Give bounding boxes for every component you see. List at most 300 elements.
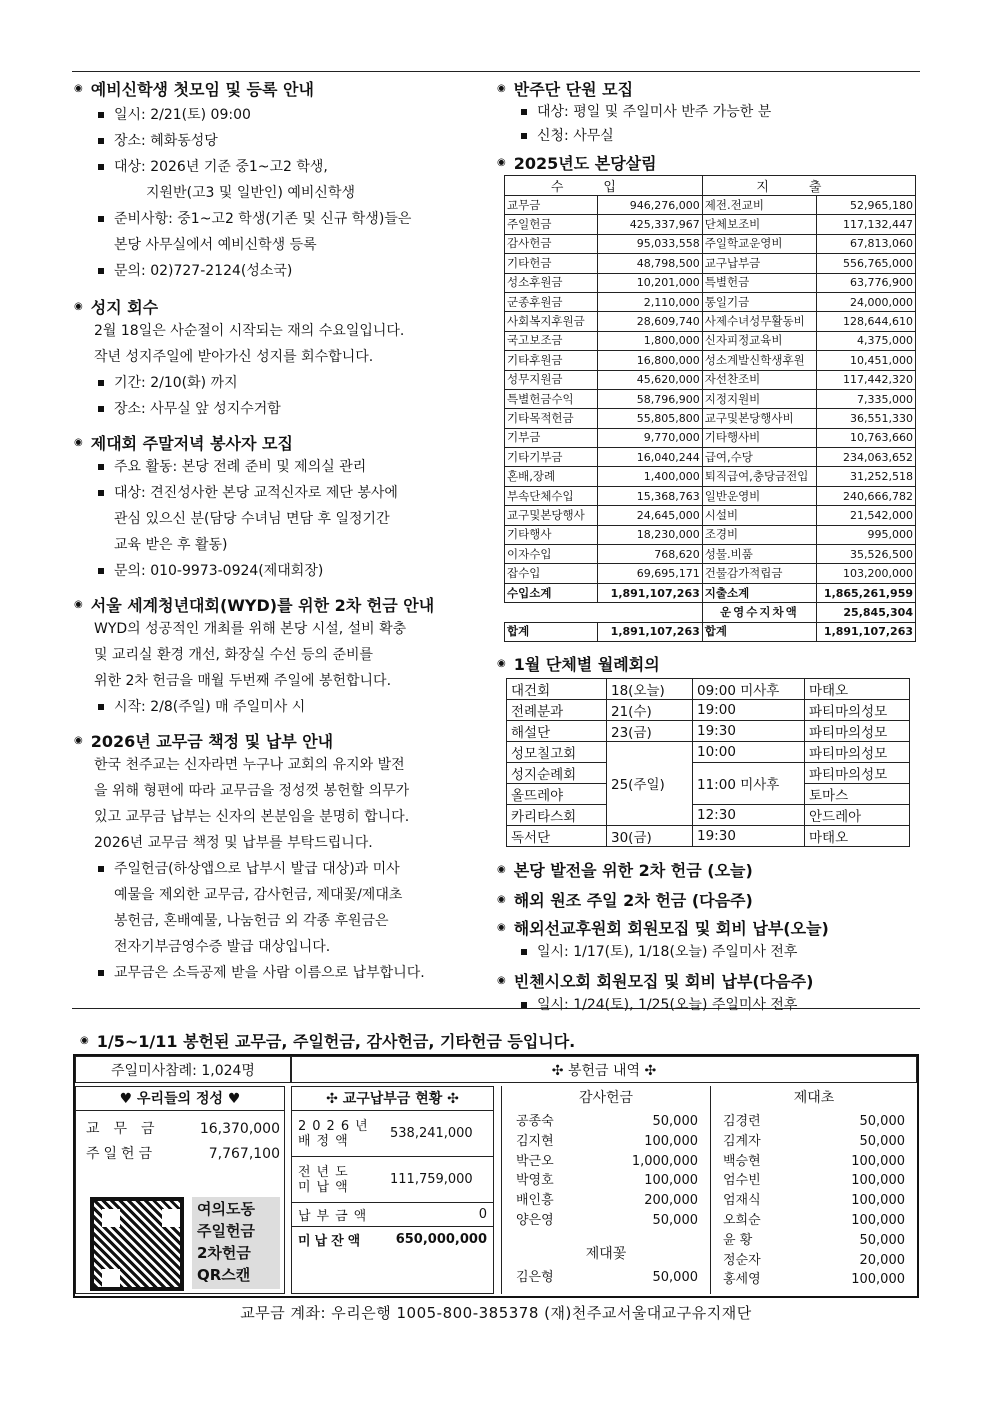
budget-table: [504, 175, 916, 642]
notice-text: 해외 원조 주일 2차 헌금 (다음주): [513, 891, 753, 911]
donor-amount: 100,000: [851, 1272, 905, 1288]
donor-row: [516, 1211, 698, 1231]
item-text: 본당 사무실에서 예비신학생 등록: [114, 237, 317, 253]
qr-caption-line: QR스캔: [197, 1266, 251, 1284]
meeting-time: 10:00: [693, 741, 805, 762]
meeting-row: [507, 678, 910, 699]
diocese-row: [292, 1203, 493, 1227]
square-bullet-icon: [98, 464, 104, 470]
donor-row: [516, 1171, 698, 1191]
expense-value: 117,442,320: [817, 370, 916, 389]
paragraph-line: 작년 성지주일에 받아가신 성지를 회수합니다.: [94, 349, 374, 365]
item-text: 대상: 견진성사한 본당 교적신자로 제단 봉사에: [114, 485, 398, 501]
meetings-table: [506, 678, 910, 847]
item-text: 일시: 1/24(토), 1/25(오늘) 주일미사 전후: [537, 996, 798, 1013]
left-column: [74, 76, 494, 986]
meeting-place: 파티마의성모: [805, 699, 910, 720]
section-title: [497, 76, 917, 100]
income-value: 48,798,500: [597, 254, 702, 273]
income-value: 28,609,740: [597, 312, 702, 331]
candle-list: [711, 1110, 917, 1290]
expense-label: 일반운영비: [702, 486, 816, 505]
expense-value: 10,763,660: [817, 428, 916, 447]
hearts-panel: [75, 1086, 285, 1294]
income-subtotal-value: 1,891,107,263: [597, 583, 702, 602]
income-subtotal-label: 수입소계: [505, 583, 598, 602]
donor-amount: 20,000: [859, 1252, 905, 1268]
list-item: [74, 154, 494, 180]
group-name: 성지순례회: [507, 762, 607, 783]
empty-cell: [505, 603, 703, 622]
meeting-place: 파티마의성모: [805, 720, 910, 741]
notice-text: 빈첸시오회 회원모집 및 회비 납부(다음주): [513, 972, 814, 992]
account-footer: 교무금 계좌: 우리은행 1005-800-385378 (재)천주교서울대교구유지재단: [240, 1304, 752, 1322]
bullet-icon: ◉: [74, 82, 83, 94]
income-label: 이자수입: [505, 545, 598, 564]
donor-amount: 50,000: [652, 1269, 698, 1285]
list-item: [74, 694, 494, 720]
section-title: [497, 652, 917, 676]
candle-panel: [711, 1086, 917, 1294]
meeting-time: 19:00: [693, 699, 805, 720]
notice-title: [497, 885, 917, 915]
paragraph-line: 2월 18일은 사순절이 시작되는 재의 수요일입니다.: [94, 323, 405, 339]
meeting-date: 18(오늘): [607, 678, 693, 699]
item-text: 관심 있으신 분(담당 수녀님 면담 후 일정기간: [114, 511, 390, 527]
meeting-time: 11:00 미사후: [693, 762, 805, 804]
donor-row: [723, 1191, 905, 1211]
item-text: 신청: 사무실: [537, 128, 614, 144]
donor-row: [516, 1268, 698, 1288]
square-bullet-icon: [521, 133, 527, 139]
meeting-time: 19:30: [693, 825, 805, 846]
list-item: [74, 128, 494, 154]
list-item: [74, 370, 494, 396]
donor-name: 배인흥: [516, 1193, 554, 1209]
section-title-text: 반주단 단원 모집: [513, 79, 634, 99]
square-bullet-icon: [521, 949, 527, 955]
meeting-place: 토마스: [805, 783, 910, 804]
income-value: 24,645,000: [597, 506, 702, 525]
income-value: 45,620,000: [597, 370, 702, 389]
meeting-date: 25(주일): [607, 741, 693, 825]
income-label: 기타행사: [505, 525, 598, 544]
income-value: 18,230,000: [597, 525, 702, 544]
expense-label: 퇴직급여,충당금전입: [702, 467, 816, 486]
income-label: 기타목적헌금: [505, 409, 598, 428]
expense-label: 시설비: [702, 506, 816, 525]
donor-amount: 50,000: [859, 1133, 905, 1149]
expense-subtotal-label: 지출소계: [702, 583, 816, 602]
expense-label: 교구납부금: [702, 254, 816, 273]
expense-value: 63,776,900: [817, 273, 916, 292]
section-title: [74, 728, 494, 752]
flower-list: [502, 1265, 710, 1288]
offering-panel: [73, 1054, 919, 1298]
meeting-place: 파티마의성모: [805, 741, 910, 762]
meeting-time: 19:30: [693, 720, 805, 741]
meeting-place: 파티마의성모: [805, 762, 910, 783]
income-value: 55,805,800: [597, 409, 702, 428]
expense-label: 주일학교운영비: [702, 234, 816, 253]
donor-row: [723, 1132, 905, 1152]
item-text: 문의: 010-9973-0924(제대회장): [114, 563, 324, 579]
donor-row: [723, 1270, 905, 1290]
offering-title: [80, 1028, 575, 1052]
expense-label: 기타행사비: [702, 428, 816, 447]
square-bullet-icon: [98, 112, 104, 118]
qr-code: [90, 1197, 184, 1291]
expense-value: 128,644,610: [817, 312, 916, 331]
income-value: 946,276,000: [597, 196, 702, 215]
bullet-icon: ◉: [80, 1034, 89, 1046]
diocese-row: [292, 1111, 493, 1157]
donor-row: [723, 1231, 905, 1251]
expense-value: 117,132,447: [817, 215, 916, 234]
qr-caption-line: 2차헌금: [197, 1244, 251, 1262]
diff-label: 운영수지차액: [702, 603, 816, 622]
expense-value: 234,063,652: [817, 448, 916, 467]
expense-label: 자선찬조비: [702, 370, 816, 389]
budget-row: [505, 312, 916, 331]
bullet-icon: ◉: [74, 300, 83, 312]
bullet-icon: ◉: [497, 864, 506, 876]
gift-label: 교무금: [86, 1121, 169, 1137]
item-text: 주요 활동: 본당 전례 준비 및 제의실 관리: [114, 459, 367, 475]
budget-row: [505, 234, 916, 253]
donor-amount: 50,000: [859, 1114, 905, 1129]
list-item: [74, 206, 494, 232]
paragraph-line: 위한 2차 헌금을 매월 두번째 주일에 봉헌합니다.: [94, 673, 392, 689]
list-item: [74, 856, 494, 882]
meeting-place: 안드레아: [805, 804, 910, 825]
bullet-icon: ◉: [497, 82, 506, 94]
section-title-text: 2025년도 본당살림: [513, 153, 657, 173]
expense-value: 36,551,330: [817, 409, 916, 428]
section-title-text: 서울 세계청년대회(WYD)를 위한 2차 헌금 안내: [90, 595, 435, 615]
budget-row: [505, 370, 916, 389]
square-bullet-icon: [98, 164, 104, 170]
expense-label: 조경비: [702, 525, 816, 544]
square-bullet-icon: [98, 406, 104, 412]
bullet-icon: ◉: [497, 156, 506, 168]
list-item: [74, 396, 494, 422]
group-name: 카리타스회: [507, 804, 607, 825]
donor-name: 윤 황: [723, 1232, 753, 1248]
budget-row: [505, 351, 916, 370]
diff-value: 25,845,304: [817, 603, 916, 622]
square-bullet-icon: [98, 970, 104, 976]
list-item: [74, 102, 494, 128]
income-label: 주일헌금: [505, 215, 598, 234]
section-title-text: 2026년 교무금 책정 및 납부 안내: [90, 731, 334, 751]
item-text: 기간: 2/10(화) 까지: [114, 375, 238, 391]
list-item: [497, 941, 917, 963]
meeting-time: 12:30: [693, 804, 805, 825]
section-title: [74, 76, 494, 100]
income-value: 10,201,000: [597, 273, 702, 292]
diocese-row: [292, 1227, 493, 1251]
expense-label: 성소계발신학생후원: [702, 351, 816, 370]
group-name: 해설단: [507, 720, 607, 741]
donor-name: 박근오: [516, 1153, 554, 1169]
income-label: 사회복지후원금: [505, 312, 598, 331]
expense-label: 특별헌금: [702, 273, 816, 292]
gift-value: 16,370,000: [199, 1121, 280, 1137]
income-value: 16,800,000: [597, 351, 702, 370]
qr-caption: [192, 1197, 280, 1289]
budget-subtotal-row: [505, 583, 916, 602]
expense-label: 건물감가적립금: [702, 564, 816, 583]
donor-name: 홍세영: [723, 1272, 761, 1288]
square-bullet-icon: [98, 568, 104, 574]
paragraph-line: 을 위해 형편에 따라 교무금을 정성껏 봉헌할 의무가: [94, 783, 410, 799]
donor-name: 공종숙: [516, 1114, 554, 1129]
donor-amount: 200,000: [644, 1193, 698, 1209]
expense-label: 신자피정교육비: [702, 331, 816, 350]
item-text: 문의: 02)727-2124(성소국): [114, 263, 293, 279]
income-header: 수입: [505, 176, 703, 196]
square-bullet-icon: [98, 490, 104, 496]
qr-caption-line: 여의도동: [197, 1200, 255, 1218]
donor-name: 오희순: [723, 1212, 761, 1228]
income-value: 15,368,763: [597, 486, 702, 505]
donor-row: [723, 1251, 905, 1271]
item-text: 장소: 사무실 앞 성지수거함: [114, 401, 281, 417]
budget-row: [505, 525, 916, 544]
budget-row: [505, 486, 916, 505]
donor-row: [723, 1152, 905, 1172]
total-value: 1,891,107,263: [817, 622, 916, 641]
donor-name: 엄수빈: [723, 1173, 761, 1189]
expense-label: 급여,수당: [702, 448, 816, 467]
meeting-date: 21(수): [607, 699, 693, 720]
notice-title: [497, 967, 917, 995]
group-name: 대건회: [507, 678, 607, 699]
meeting-date: 23(금): [607, 720, 693, 741]
income-value: 2,110,000: [597, 292, 702, 311]
diocese-value: 0: [478, 1207, 487, 1222]
diocese-value: 111,759,000: [390, 1172, 473, 1187]
donor-amount: 100,000: [851, 1153, 905, 1169]
donor-name: 정순자: [723, 1252, 761, 1268]
diocese-label: 전년도: [298, 1164, 354, 1180]
bullet-icon: ◉: [497, 894, 506, 906]
expense-value: 67,813,060: [817, 234, 916, 253]
income-value: 95,033,558: [597, 234, 702, 253]
income-label: 군종후원금: [505, 292, 598, 311]
diocese-label: 배정액: [298, 1133, 354, 1149]
square-bullet-icon: [98, 866, 104, 872]
expense-label: 교구및본당행사비: [702, 409, 816, 428]
paragraph-line: 2026년 교무금 책정 및 납부를 부탁드립니다.: [94, 835, 373, 851]
income-value: 768,620: [597, 545, 702, 564]
expense-label: 사제수녀성무활동비: [702, 312, 816, 331]
bullet-icon: ◉: [497, 975, 506, 987]
meeting-place: 마태오: [805, 678, 910, 699]
income-label: 부속단체수입: [505, 486, 598, 505]
budget-row: [505, 564, 916, 583]
group-name: 전례분과: [507, 699, 607, 720]
budget-row: [505, 428, 916, 447]
thanks-list: [502, 1110, 710, 1231]
qr-caption-line: 주일헌금: [197, 1222, 255, 1240]
bullet-icon: ◉: [497, 658, 506, 670]
item-text: 예물을 제외한 교무금, 감사헌금, 제대꽃/제대초: [114, 887, 403, 903]
offering-title-text: 1/5~1/11 봉헌된 교무금, 주일헌금, 감사헌금, 기타헌금 등입니다.: [96, 1031, 576, 1051]
donor-row: [723, 1211, 905, 1231]
gift-value: 7,767,100: [208, 1146, 280, 1162]
diocese-panel: [291, 1086, 494, 1294]
list-item: [497, 100, 917, 124]
diocese-label: 납부금액: [298, 1209, 373, 1224]
donor-amount: 50,000: [652, 1114, 698, 1129]
expense-value: 21,542,000: [817, 506, 916, 525]
candle-header: 제대초: [793, 1090, 835, 1106]
notice-text: 해외선교후원회 회원모집 및 회비 납부(오늘): [513, 919, 829, 939]
square-bullet-icon: [98, 704, 104, 710]
donor-name: 엄재식: [723, 1193, 761, 1209]
offering-header: [291, 1056, 917, 1083]
donor-amount: 50,000: [859, 1232, 905, 1248]
item-text: 전자기부금영수증 발급 대상입니다.: [114, 939, 331, 955]
income-label: 성무지원금: [505, 370, 598, 389]
item-text: 지원반(고3 및 일반인) 예비신학생: [146, 185, 355, 201]
income-label: 성소후원금: [505, 273, 598, 292]
item-text: 교무금은 소득공제 받을 사람 이름으로 납부합니다.: [114, 965, 425, 981]
meeting-date: 30(금): [607, 825, 693, 846]
expense-label: 성물.비품: [702, 545, 816, 564]
paragraph-line: 한국 천주교는 신자라면 누구나 교회의 유지와 발전: [94, 757, 405, 773]
expense-value: 556,765,000: [817, 254, 916, 273]
diocese-label: 미납잔액: [298, 1233, 365, 1249]
section-title-text: 성지 회수: [90, 297, 159, 317]
list-item: [74, 960, 494, 986]
donor-row: [723, 1112, 905, 1132]
donor-name: 양은영: [516, 1212, 554, 1228]
notice-title: [497, 855, 917, 885]
expense-value: 35,526,500: [817, 545, 916, 564]
item-text: 일시: 2/21(토) 09:00: [114, 107, 251, 123]
diocese-row: [292, 1157, 493, 1203]
donor-name: 김은형: [516, 1269, 554, 1285]
offering-header-text: ✣ 봉헌금 내역 ✣: [551, 1062, 657, 1079]
income-label: 특별헌금수익: [505, 389, 598, 408]
item-text: 대상: 2026년 기준 중1~고2 학생,: [114, 159, 328, 175]
donor-name: 백승현: [723, 1153, 761, 1169]
expense-label: 지정지원비: [702, 389, 816, 408]
budget-row: [505, 273, 916, 292]
expense-label: 단체보조비: [702, 215, 816, 234]
item-text: 시작: 2/8(주일) 매 주일미사 시: [114, 699, 306, 715]
expense-value: 103,200,000: [817, 564, 916, 583]
meeting-row: [507, 804, 910, 825]
diocese-label: 2026년: [298, 1118, 374, 1134]
donor-row: [516, 1152, 698, 1172]
item-text: 장소: 혜화동성당: [114, 133, 218, 149]
donor-amount: 100,000: [644, 1133, 698, 1149]
budget-row: [505, 389, 916, 408]
expense-label: 제전.전교비: [702, 196, 816, 215]
paragraph-line: WYD의 성공적인 개최를 위해 본당 시설, 설비 확충: [94, 621, 407, 637]
bullet-icon: ◉: [497, 922, 506, 934]
donor-amount: 100,000: [644, 1173, 698, 1189]
list-item: [74, 558, 494, 584]
donor-amount: 100,000: [851, 1212, 905, 1228]
item-text: 대상: 평일 및 주일미사 반주 가능한 분: [537, 104, 772, 120]
flower-header: 제대꽃: [585, 1245, 627, 1262]
group-name: 독서단: [507, 825, 607, 846]
notice-title: [497, 915, 917, 941]
section-title: [74, 430, 494, 454]
donor-amount: 100,000: [851, 1193, 905, 1209]
income-value: 69,695,171: [597, 564, 702, 583]
budget-diff-row: [505, 603, 916, 622]
item-text: 일시: 1/17(토), 1/18(오늘) 주일미사 전후: [537, 943, 798, 960]
meeting-row: [507, 699, 910, 720]
square-bullet-icon: [98, 268, 104, 274]
expense-label: 통일기금: [702, 292, 816, 311]
donor-amount: 1,000,000: [631, 1153, 698, 1169]
section-title-text: 1월 단체별 월례회의: [513, 655, 660, 675]
section-title-text: 예비신학생 첫모임 및 등록 안내: [90, 79, 314, 99]
expense-value: 4,375,000: [817, 331, 916, 350]
bullet-icon: ◉: [74, 734, 83, 746]
square-bullet-icon: [98, 216, 104, 222]
bullet-icon: ◉: [74, 436, 83, 448]
list-item: [74, 480, 494, 506]
donor-amount: 100,000: [851, 1173, 905, 1189]
diocese-value: 650,000,000: [395, 1231, 487, 1247]
donor-row: [723, 1171, 905, 1191]
total-value: 1,891,107,263: [597, 622, 702, 641]
income-label: 혼배,장례: [505, 467, 598, 486]
diocese-label: 미납액: [298, 1179, 354, 1195]
budget-row: [505, 196, 916, 215]
list-item: [497, 995, 917, 1015]
income-label: 기타기부금: [505, 448, 598, 467]
income-value: 1,400,000: [597, 467, 702, 486]
total-label: 합계: [505, 622, 598, 641]
top-rule: [72, 71, 920, 72]
income-label: 기부금: [505, 428, 598, 447]
income-label: 교구및본당행사: [505, 506, 598, 525]
donor-name: 김경련: [723, 1114, 761, 1129]
bullet-icon: ◉: [74, 598, 83, 610]
budget-row: [505, 448, 916, 467]
donor-row: [516, 1112, 698, 1132]
budget-total-row: [505, 622, 916, 641]
list-item: [74, 454, 494, 480]
income-value: 1,800,000: [597, 331, 702, 350]
income-label: 잡수입: [505, 564, 598, 583]
budget-row: [505, 506, 916, 525]
section-title: [74, 294, 494, 318]
middle-rule: [72, 1008, 920, 1009]
income-label: 교무금: [505, 196, 598, 215]
square-bullet-icon: [98, 138, 104, 144]
meeting-row: [507, 741, 910, 762]
total-label: 합계: [702, 622, 816, 641]
meeting-row: [507, 825, 910, 846]
list-item: [74, 258, 494, 284]
item-text: 봉헌금, 혼배예물, 나눔헌금 외 각종 후원금은: [114, 913, 389, 929]
meeting-time: 09:00 미사후: [693, 678, 805, 699]
budget-row: [505, 331, 916, 350]
donor-row: [516, 1132, 698, 1152]
budget-row: [505, 254, 916, 273]
donor-amount: 50,000: [652, 1212, 698, 1228]
